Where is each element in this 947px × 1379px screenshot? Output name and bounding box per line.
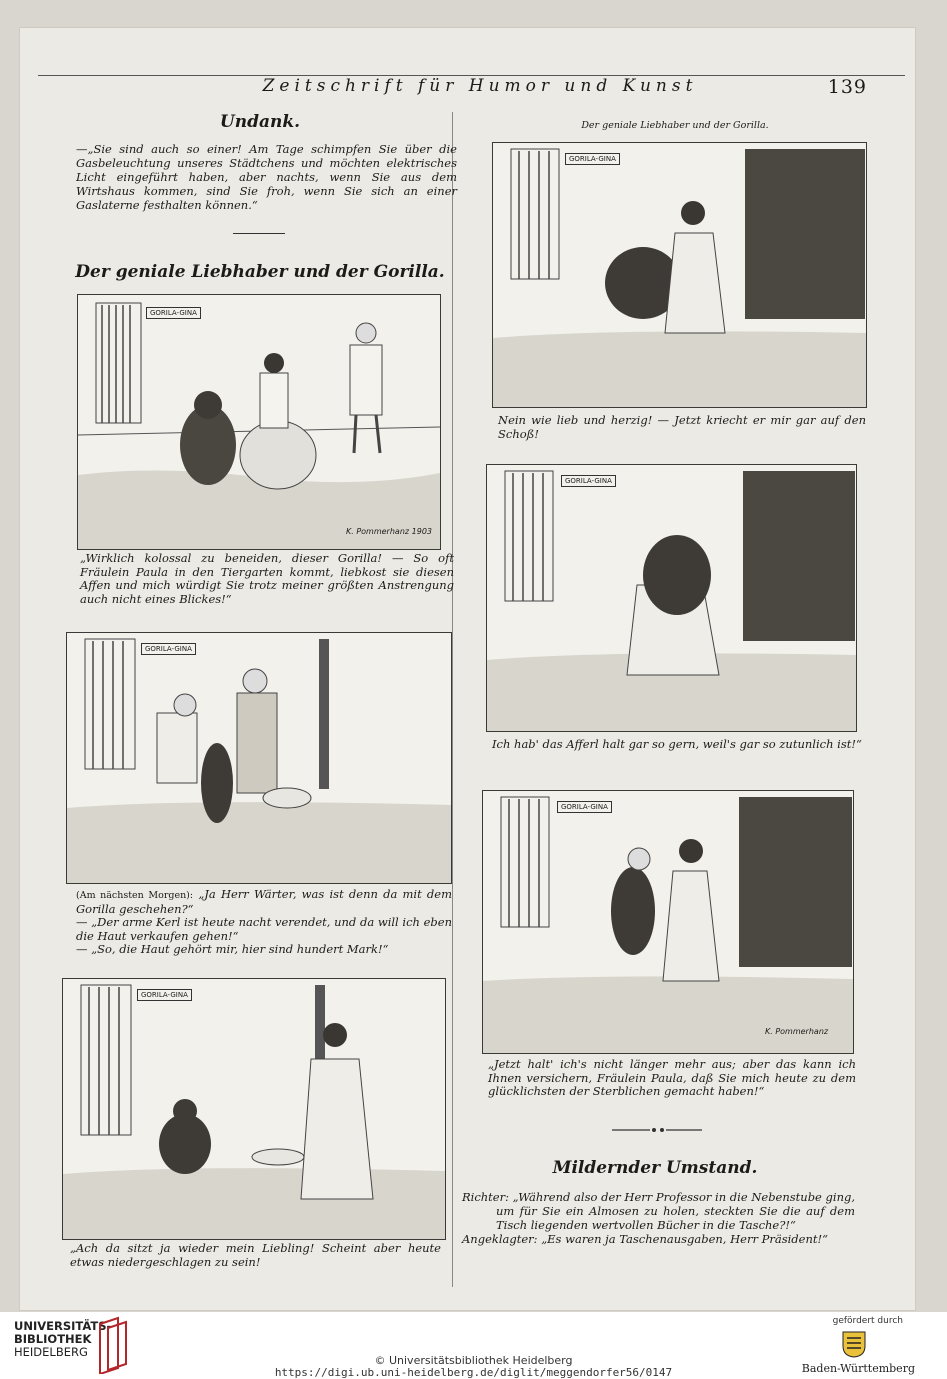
illustration-6 bbox=[482, 790, 854, 1054]
column-divider bbox=[452, 112, 453, 1287]
gorilla-sign: GORILA-GINA bbox=[141, 643, 196, 655]
source-url[interactable]: https://digi.ub.uni-heidelberg.de/diglit/meggendorfer56/0147 bbox=[274, 1366, 673, 1379]
gorilla-sign: GORILA-GINA bbox=[557, 801, 612, 813]
caption-4: Nein wie lieb und herzig! — Jetzt kriecht er mir gar auf den Schoß! bbox=[498, 413, 866, 441]
illustration-4 bbox=[492, 142, 867, 408]
undank-text: —„Sie sind auch so einer! Am Tage schimpfen Sie über die Gasbeleuchtung unseres Städtchens und möchten elektrisches Licht eingeführt haben, aber nachts, wenn Sie aus dem Wirtshaus kommen, sind Sie froh, wenn Sie sich an einer Gaslaterne festhalten können.“ bbox=[76, 142, 457, 212]
baden-wuerttemberg-crest-icon bbox=[837, 1330, 871, 1358]
artist-signature: K. Pommerhanz bbox=[765, 1027, 829, 1036]
caption-6: „Jetzt halt' ich's nicht länger mehr aus; aber das kann ich Ihnen versichern, Fräulein Paula, daß Sie mich heute zu dem glücklichsten der Sterblichen gemacht haben!“ bbox=[488, 1057, 856, 1098]
footer-bar bbox=[0, 1312, 947, 1379]
running-header: Zeitschrift für Humor und Kunst bbox=[262, 76, 698, 96]
gorilla-sign: GORILA-GINA bbox=[146, 307, 201, 319]
gorilla-sign: GORILA-GINA bbox=[137, 989, 192, 1001]
mildernder-text: Richter: „Während also der Herr Professor in die Nebenstube ging, um für Sie ein Almosen zu holen, steckten Sie die auf dem Tisch liegenden wertvollen Bücher in die Tasche?!“ Angeklagter: „Es waren ja Taschenausgaben, Herr Präsident!“ bbox=[462, 1190, 856, 1246]
gorilla-sign: GORILA-GINA bbox=[565, 153, 620, 165]
artist-signature: K. Pommerhanz 1903 bbox=[346, 527, 432, 536]
funded-by-label: gefördert durch bbox=[832, 1316, 903, 1326]
section-rule bbox=[233, 233, 285, 234]
gorilla-sign: GORILA-GINA bbox=[561, 475, 616, 487]
mildernder-title: Mildernder Umstand. bbox=[552, 1158, 758, 1178]
caption-2: (Am nächsten Morgen): „Ja Herr Wärter, was ist denn da mit dem Gorilla geschehen?“ — „Der arme Kerl ist heute nacht verendet, und da will ich eben die Haut verkaufen gehen!“ — „So, die Haut gehört mir, hier sind hundert Mark!“ bbox=[76, 887, 452, 956]
copyright-notice: © Universitätsbibliothek Heidelberg bbox=[374, 1354, 573, 1367]
library-name: UNIVERSITÄTS- BIBLIOTHEK HEIDELBERG bbox=[14, 1319, 112, 1359]
funder-name: Baden-Württemberg bbox=[801, 1362, 915, 1375]
caption-1: „Wirklich kolossal zu beneiden, dieser Gorilla! — So oft Fräulein Paula in den Tiergarten kommt, liebkost sie diesen Affen und mich würdigt Sie trotz meiner größten Anstrengung auch nicht eines Blickes!“ bbox=[80, 551, 454, 606]
caption-5: Ich hab' das Afferl halt gar so gern, weil's gar so zutunlich ist!“ bbox=[492, 737, 862, 751]
illustration-3 bbox=[62, 978, 446, 1240]
caption-3: „Ach da sitzt ja wieder mein Liebling! Scheint aber heute etwas niedergeschlagen zu sein! bbox=[70, 1241, 441, 1269]
ornament-divider bbox=[612, 1125, 702, 1135]
illustration-1 bbox=[77, 294, 441, 550]
page-number: 139 bbox=[827, 76, 867, 98]
illustration-5 bbox=[486, 464, 857, 732]
illustration-2 bbox=[66, 632, 452, 884]
story-title-small: Der geniale Liebhaber und der Gorilla. bbox=[581, 120, 769, 131]
undank-title: Undank. bbox=[219, 112, 301, 132]
header-rule bbox=[38, 75, 905, 76]
story-title: Der geniale Liebhaber und der Gorilla. bbox=[75, 262, 445, 282]
